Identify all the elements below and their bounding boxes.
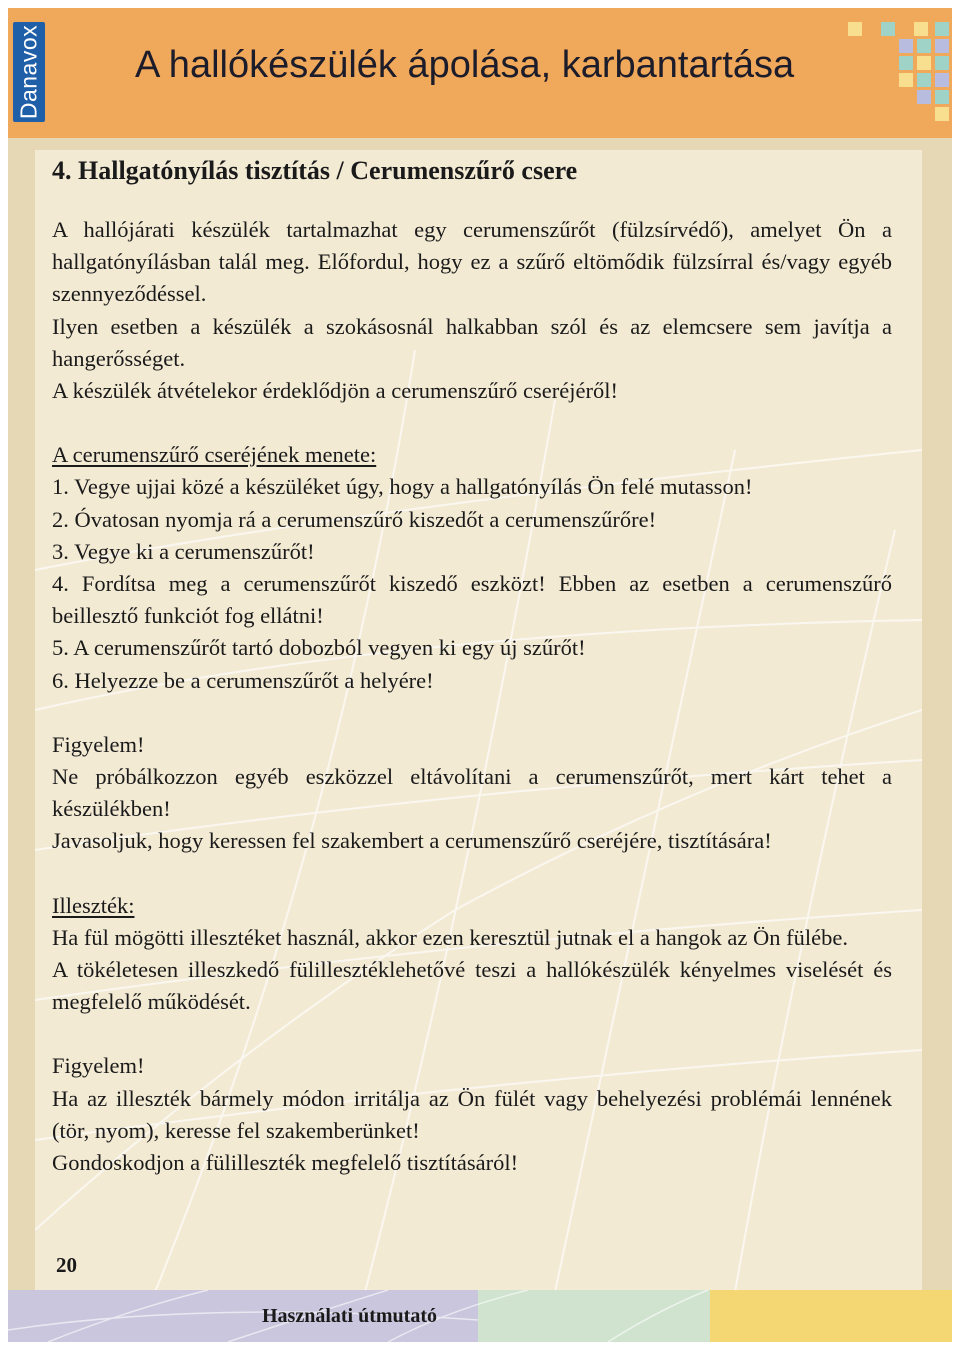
step-item: 3. Vegye ki a cerumenszűrőt!: [52, 538, 315, 564]
step-item: 5. A cerumenszűrőt tartó dobozból vegyen ki egy új szűrőt!: [52, 635, 586, 661]
brand-name: Danavox: [15, 24, 42, 120]
earmold-text: Ha fül mögötti illesztéket használ, akkor ezen keresztül jutnak el a hangok az Ön fülébe.: [52, 924, 848, 950]
footer-bar: [8, 1290, 952, 1342]
warning-text: Javasoljuk, hogy keressen fel szakembert a cerumenszűrő cseréjére, tisztítására!: [52, 828, 772, 854]
steps-heading: A cerumenszűrő cseréjének menete:: [52, 442, 377, 468]
main-content: [52, 150, 892, 1179]
footer-net-pattern: [8, 1290, 952, 1342]
step-item: 6. Helyezze be a cerumenszűrőt a helyére!: [52, 667, 434, 693]
page-title: A hallókészülék ápolása, karbantartása: [135, 44, 795, 86]
step-item: 4. Fordítsa meg a cerumenszűrőt kiszedő eszközt! Ebben az esetben a cerumenszűrő beillesztő funkciót fog ellátni!: [52, 571, 892, 629]
section-title: 4. Hallgatónyílás tisztítás / Cerumenszűrő csere: [52, 156, 578, 185]
page-number: 20: [56, 1253, 77, 1277]
intro-paragraph: A készülék átvételekor érdeklődjön a cerumenszűrő cseréjéről!: [52, 378, 618, 404]
step-item: 2. Óvatosan nyomja rá a cerumenszűrő kiszedőt a cerumenszűrőre!: [52, 506, 657, 532]
footer-label: Használati útmutató: [262, 1305, 437, 1327]
intro-paragraph: A hallójárati készülék tartalmazhat egy cerumenszűrőt (fülzsírvédő), amelyet Ön a hallgatónyílásban talál meg. Előfordul, hogy ez a szűrő eltömődik fülzsírral és/vagy egyéb szennyeződéssel.: [52, 217, 892, 307]
earmold-text: A tökéletesen illeszkedő fülillesztéklehetővé teszi a hallókészülék kényelmes viselését és megfelelő működését.: [52, 957, 892, 1015]
earmold-heading: Illeszték:: [52, 892, 135, 918]
warning-text: Ha az illeszték bármely módon irritálja az Ön fülét vagy behelyezési problémái lennének (tör, nyom), keresse fel szakemberünket!: [52, 1085, 892, 1143]
warning-text: Gondoskodjon a fülilleszték megfelelő tisztításáról!: [52, 1150, 519, 1176]
warning-heading: Figyelem!: [52, 731, 145, 757]
warning-text: Ne próbálkozzon egyéb eszközzel eltávolítani a cerumenszűrőt, mert kárt tehet a készülékben!: [52, 764, 892, 822]
intro-paragraph: Ilyen esetben a készülék a szokásosnál halkabban szól és az elemcsere sem javítja a hangerősséget.: [52, 313, 892, 371]
warning-heading: Figyelem!: [52, 1053, 145, 1079]
step-item: 1. Vegye ujjai közé a készüléket úgy, hogy a hallgatónyílás Ön felé mutasson!: [52, 474, 753, 500]
